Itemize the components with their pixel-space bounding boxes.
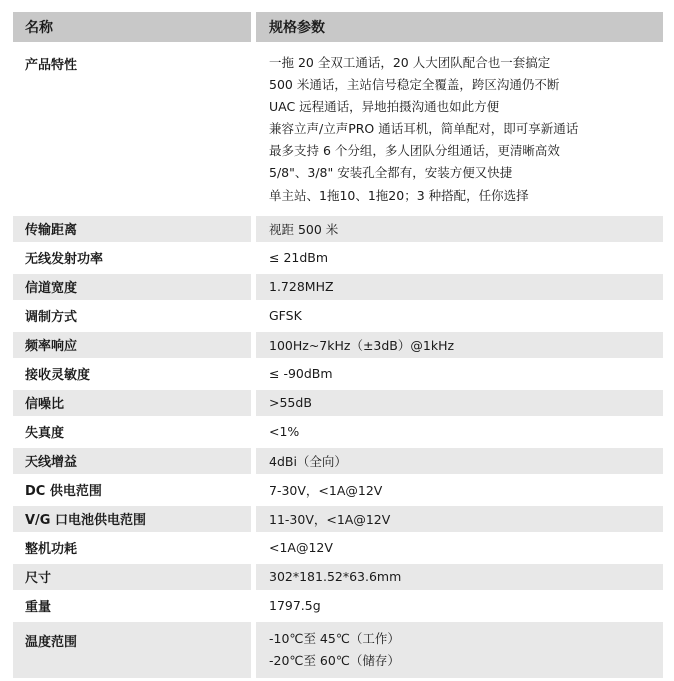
spec-value-cell: GFSK — [256, 303, 663, 329]
table-row — [13, 45, 663, 213]
spec-value-cell: 1.728MHZ — [256, 274, 663, 300]
feature-line: 500 米通话，主站信号稳定全覆盖，跨区沟通仍不断 — [269, 77, 560, 93]
spec-value-cell: <1A@12V — [256, 535, 663, 561]
table-row — [13, 622, 663, 678]
table-row — [13, 332, 663, 358]
table-row — [13, 361, 663, 387]
spec-value-cell: <1% — [256, 419, 663, 445]
spec-table — [13, 12, 663, 681]
spec-name-cell: 信道宽度 — [13, 274, 251, 300]
feature-line: 一拖 20 全双工通话，20 人大团队配合也一套搞定 — [269, 55, 551, 70]
feature-line: 兼容立声/立声PRO 通话耳机，简单配对，即可享新通话 — [269, 121, 579, 137]
header-value-cell: 规格参数 — [256, 12, 663, 42]
spec-value-cell — [256, 45, 663, 213]
table-header-row — [13, 12, 663, 42]
table-row — [13, 390, 663, 416]
spec-value-cell: ≤ 21dBm — [256, 245, 663, 271]
spec-value-cell: 11-30V，<1A@12V — [256, 506, 663, 532]
table-row — [13, 448, 663, 474]
spec-value-cell — [256, 622, 663, 678]
spec-value-cell: ≤ -90dBm — [256, 361, 663, 387]
spec-name-cell: 接收灵敏度 — [13, 361, 251, 387]
spec-name-cell — [13, 45, 251, 213]
feature-line: 最多支持 6 个分组，多人团队分组通话，更清晰高效 — [269, 143, 560, 159]
table-row — [13, 506, 663, 532]
spec-value-cell: 1797.5g — [256, 593, 663, 619]
table-row — [13, 593, 663, 619]
spec-value-cell: 100Hz~7kHz（±3dB）@1kHz — [256, 332, 663, 358]
spec-name-cell: 调制方式 — [13, 303, 251, 329]
table-row — [13, 419, 663, 445]
spec-name-cell: V/G 口电池供电范围 — [13, 506, 251, 532]
table-row — [13, 303, 663, 329]
table-row — [13, 245, 663, 271]
spec-value-cell: 7-30V，<1A@12V — [256, 477, 663, 503]
spec-value-cell: 4dBi（全向） — [256, 448, 663, 474]
table-row — [13, 274, 663, 300]
spec-name-cell: 失真度 — [13, 419, 251, 445]
spec-value-cell: >55dB — [256, 390, 663, 416]
spec-name: 温度范围 — [25, 634, 78, 650]
feature-line: UAC 远程通话，异地拍摄沟通也如此方便 — [269, 99, 500, 115]
spec-name-cell — [13, 622, 251, 678]
spec-name-cell: 频率响应 — [13, 332, 251, 358]
spec-name-cell: 尺寸 — [13, 564, 251, 590]
spec-name-cell: 整机功耗 — [13, 535, 251, 561]
header-name-cell: 名称 — [13, 12, 251, 42]
temperature-line: -20℃至 60℃（储存） — [269, 652, 400, 668]
spec-name-cell: DC 供电范围 — [13, 477, 251, 503]
spec-name: 产品特性 — [25, 58, 78, 73]
table-row — [13, 477, 663, 503]
feature-line: 单主站、1拖10、1拖20；3 种搭配，任你选择 — [269, 187, 529, 203]
spec-name-cell: 天线增益 — [13, 448, 251, 474]
spec-name-cell: 重量 — [13, 593, 251, 619]
spec-name-cell: 传输距离 — [13, 216, 251, 242]
table-row — [13, 216, 663, 242]
spec-name-cell: 信噪比 — [13, 390, 251, 416]
table-row — [13, 564, 663, 590]
spec-value-cell: 视距 500 米 — [256, 216, 663, 242]
spec-value-cell: 302*181.52*63.6mm — [256, 564, 663, 590]
table-row — [13, 535, 663, 561]
feature-line: 5/8"、3/8" 安装孔全都有，安装方便又快捷 — [269, 165, 513, 181]
spec-name-cell: 无线发射功率 — [13, 245, 251, 271]
temperature-line: -10℃至 45℃（工作） — [269, 630, 400, 646]
